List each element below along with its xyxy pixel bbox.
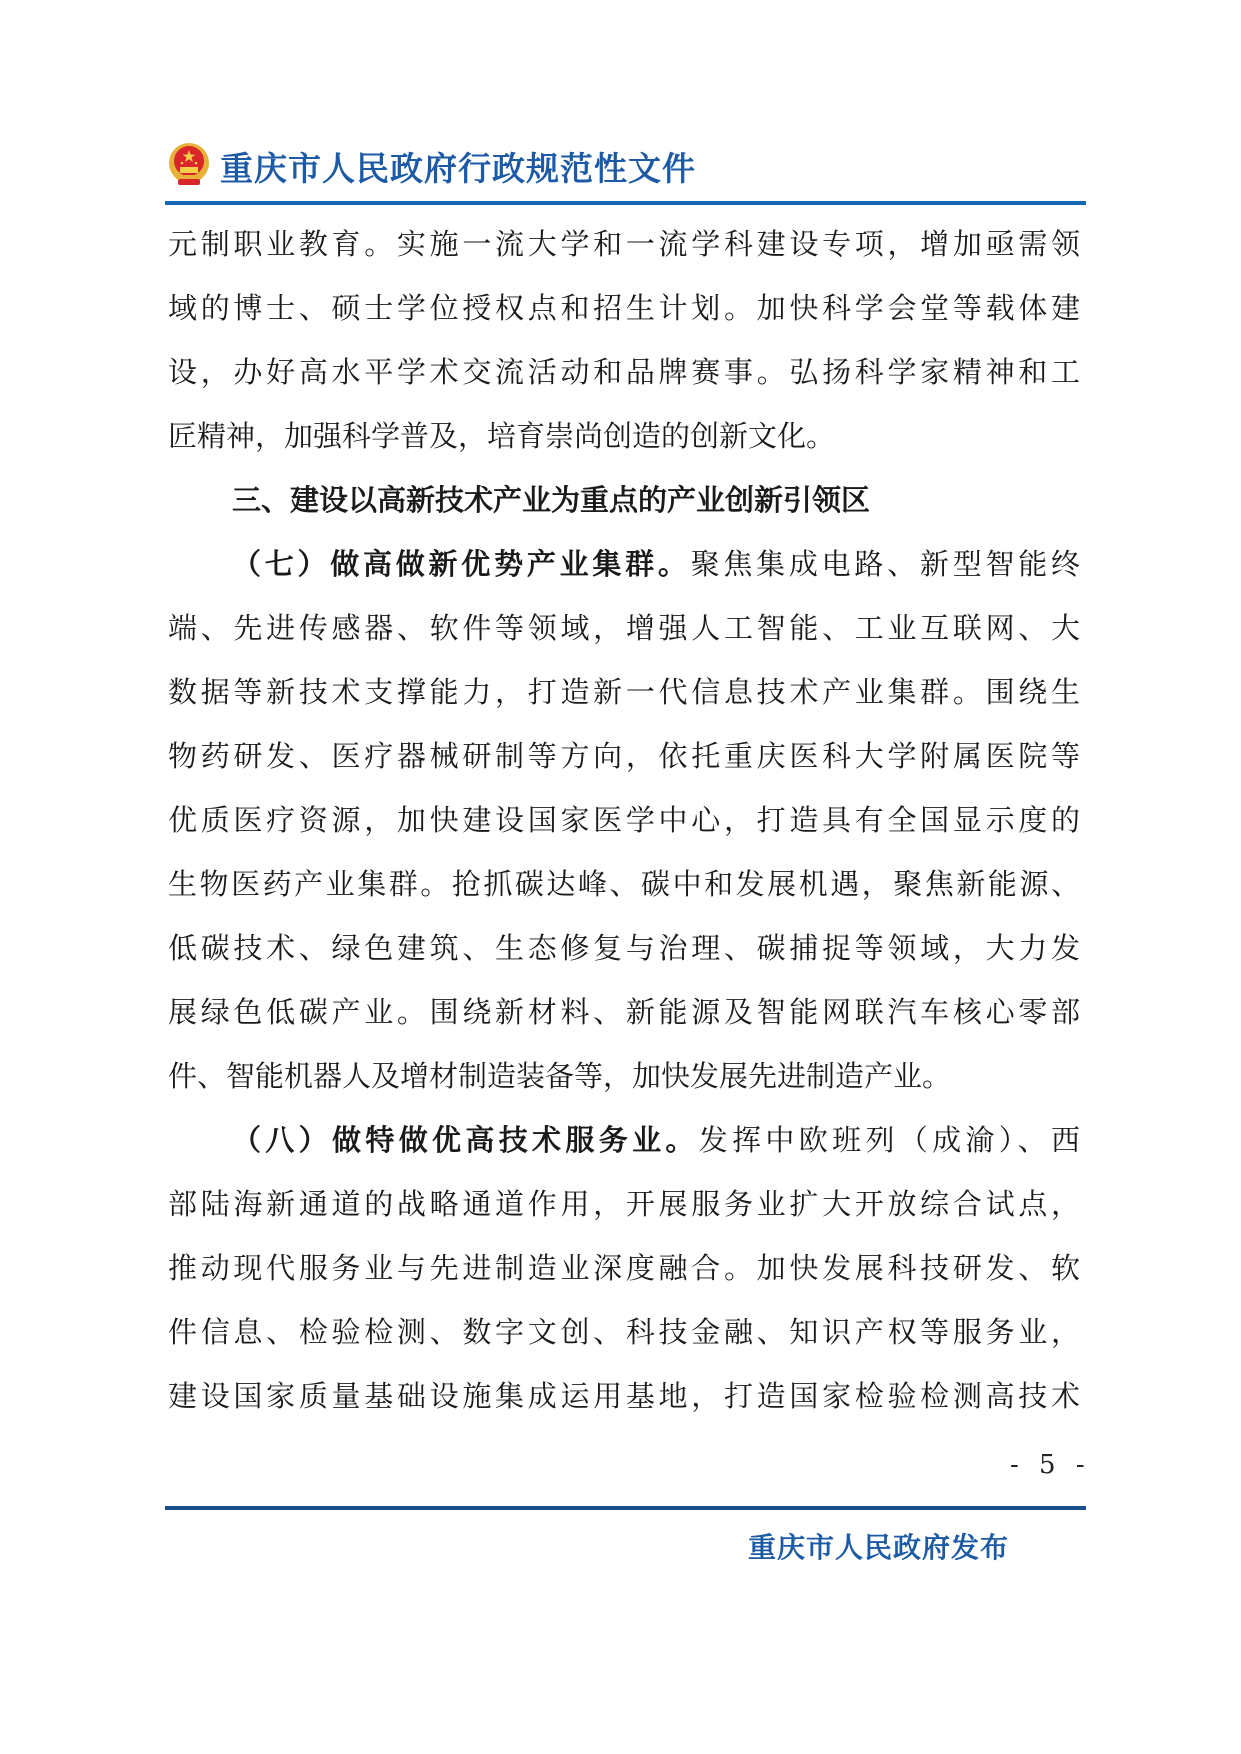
text-line: 优质医疗资源，加快建设国家医学中心，打造具有全国显示度的 <box>168 803 1080 837</box>
text-line: 件、智能机器人及增材制造装备等，加快发展先进制造产业。 <box>168 1059 952 1093</box>
document-title: 重庆市人民政府行政规范性文件 <box>220 148 696 188</box>
text-line: 部陆海新通道的战略通道作用，开展服务业扩大开放综合试点， <box>168 1187 1080 1221</box>
publisher-footer: 重庆市人民政府发布 <box>748 1531 1010 1564</box>
text-line: 域的博士、硕士学位授权点和招生计划。加快科学会堂等载体建 <box>168 291 1080 325</box>
footer-divider <box>165 1506 1086 1510</box>
text-line: 端、先进传感器、软件等领域，增强人工智能、工业互联网、大 <box>168 611 1080 645</box>
paragraph-7-text: 聚焦集成电路、新型智能终 <box>690 547 1080 581</box>
text-line: 件信息、检验检测、数字文创、科技金融、知识产权等服务业， <box>168 1315 1080 1349</box>
paragraph-7-first-line <box>168 532 1080 596</box>
text-line: 建设国家质量基础设施集成运用基地，打造国家检验检测高技术 <box>168 1379 1080 1413</box>
paragraph-8-title: （八）做特做优高技术服务业。 <box>232 1123 699 1157</box>
text-line: 生物医药产业集群。抢抓碳达峰、碳中和发展机遇，聚焦新能源、 <box>168 867 1080 901</box>
header-divider <box>165 201 1086 205</box>
section-heading: 三、建设以高新技术产业为重点的产业创新引领区 <box>232 483 871 517</box>
text-line: 低碳技术、绿色建筑、生态修复与治理、碳捕捉等领域，大力发 <box>168 931 1080 965</box>
text-line: 设，办好高水平学术交流活动和品牌赛事。弘扬科学家精神和工 <box>168 355 1080 389</box>
paragraph-8-text: 发挥中欧班列（成渝）、西 <box>698 1123 1080 1157</box>
document-header <box>166 138 696 194</box>
text-line: 物药研发、医疗器械研制等方向，依托重庆医科大学附属医院等 <box>168 739 1080 773</box>
text-line: 匠精神，加强科学普及，培育崇尚创造的创新文化。 <box>168 419 836 453</box>
text-line: 元制职业教育。实施一流大学和一流学科建设专项，增加亟需领 <box>168 227 1080 261</box>
text-line: 推动现代服务业与先进制造业深度融合。加快发展科技研发、软 <box>168 1251 1080 1285</box>
text-line: 展绿色低碳产业。围绕新材料、新能源及智能网联汽车核心零部 <box>168 995 1080 1029</box>
national-emblem-icon <box>166 141 212 191</box>
paragraph-8-first-line <box>168 1108 1080 1172</box>
text-line: 数据等新技术支撑能力，打造新一代信息技术产业集群。围绕生 <box>168 675 1080 709</box>
document-body <box>168 212 1080 1428</box>
page-number: - 5 - <box>1010 1450 1091 1480</box>
paragraph-7-title: （七）做高做新优势产业集群。 <box>232 547 691 581</box>
